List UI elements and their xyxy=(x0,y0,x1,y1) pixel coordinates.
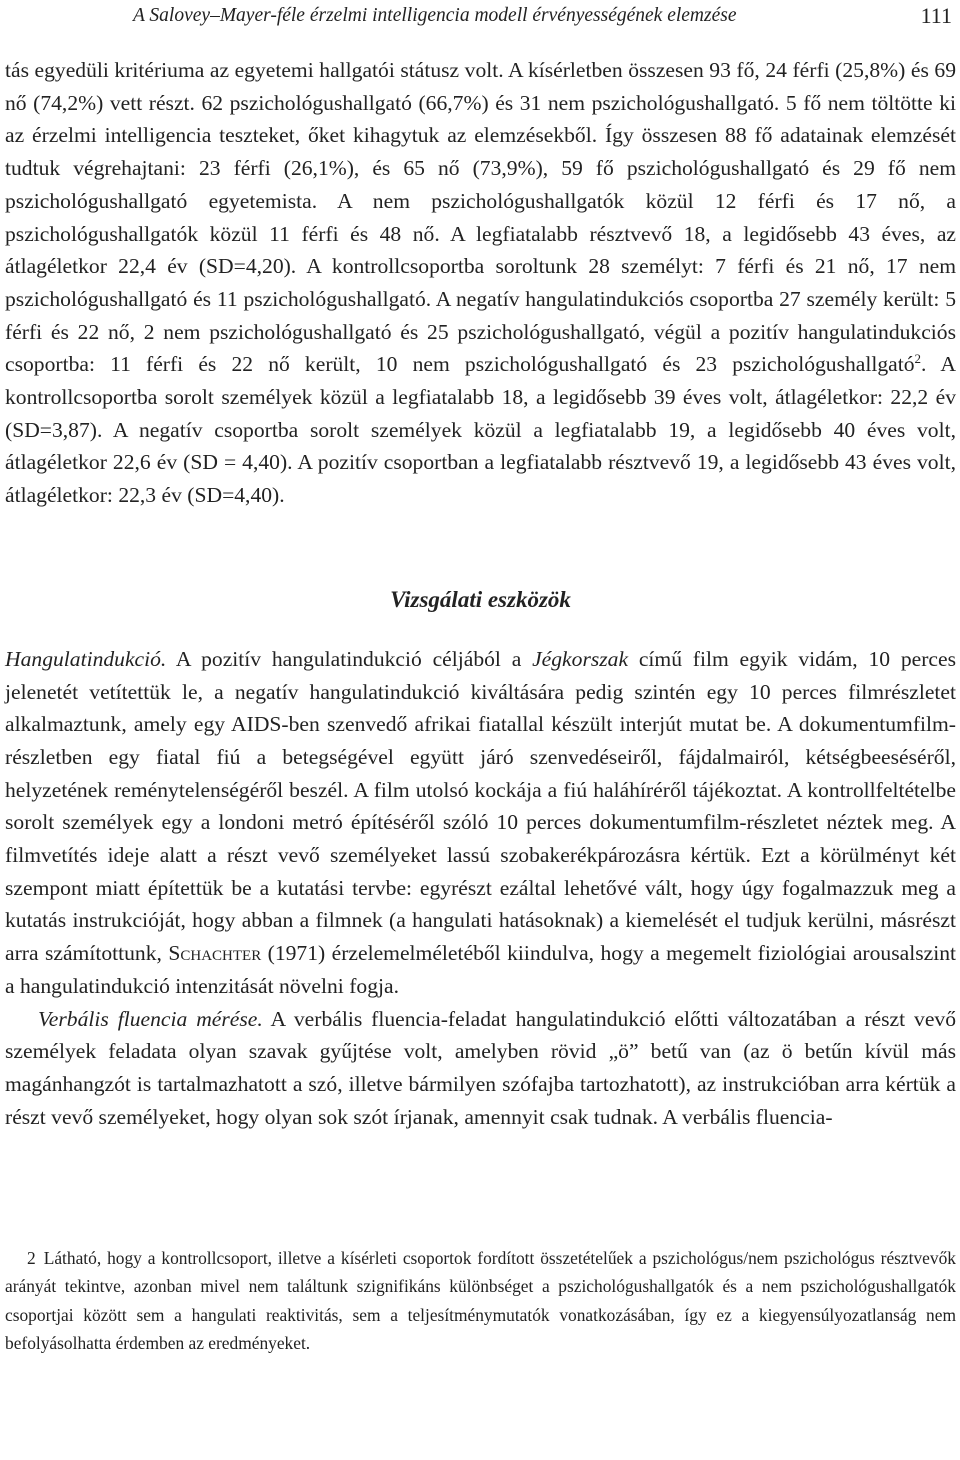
paragraph-verbal-fluency xyxy=(5,1003,956,1134)
footnote xyxy=(5,1244,956,1358)
verbal-fluency-text: A verbális fluencia-feladat hangulatindukció előtti változatában a részt vevő személyek feladata olyan szavak gyűjtése volt, amelyben rövid „ö” betű van (az ö betűn kívül más magánhangzót is tartalmazhatott a szó, illetve bármilyen szófajba tartozhatott), az instrukcióban arra kértük a részt vevő személyeket, hogy olyan sok szót írjanak, amennyit csak tudnak. A verbális fluencia- xyxy=(5,1006,957,1129)
participants-text-continued: . A kontrollcsoportba sorolt személyek közül a legfiatalabb 18, a legidősebb 39 éves volt, átlagéletkor: 22,2 év (SD=3,87). A negatív csoportba sorolt személyek közül a legfiatalabb 19, a legidősebb 40 éves volt, átlagéletkor 22,6 év (SD = 4,40). A pozitív csoportban a legfiatalabb résztvevő 19, a legidősebb 43 éves volt, átlagéletkor: 22,3 év (SD=4,40). xyxy=(5,352,956,508)
paragraph-mood-induction xyxy=(5,643,956,1003)
film-title: Jégkorszak xyxy=(532,646,629,671)
mood-induction-text-a: A pozitív hangulatindukció céljából a xyxy=(166,646,533,671)
mood-induction-text-b: című film egyik vidám, 10 perces jelenetét vetítettük le, a negatív hangulatindukció kiváltására pedig szintén egy 10 perces filmrészletet alkalmaztunk, amely egy AIDS-ben szenvedő afrikai fiatallal készült interjút mutat be. A dokumentumfilm-részletben egy fiatal fiú a betegségével együtt járó szenvedéseiről, fájdalmairól, kétségbeeséséről, helyzetének reménytelenségéről beszél. A film utolsó kockája a fiú haláhíréről tájékoztat. A kontrollfeltételbe sorolt személyek egy a londoni metró építéséről szóló 10 perces dokumentumfilm-részletet néztek meg. A filmvetítés ideje alatt a részt vevő személyeket lassú szobakerékpározásra kértük. Ezt a körülményt két szempont miatt építettük be a kutatási tervbe: egyrészt ezáltal lehetővé vált, hogy úgy fogalmazzuk meg a kutatás instrukcióját, hogy abban a filmnek (a hangulati hatásoknak) a kiemelését el tudjuk kerülni, másrészt arra számítottunk, xyxy=(5,646,956,966)
run-in-heading-mood-induction: Hangulatindukció. xyxy=(5,646,167,671)
running-header xyxy=(0,4,956,36)
body-text xyxy=(5,54,956,1133)
participants-text: tás egyedüli kritériuma az egyetemi hallgatói státusz volt. A kísérletben összesen 93 fő, 24 férfi (25,8%) és 69 nő (74,2%) vett részt. 62 pszichológushallgató (66,7%) és 31 nem pszichológushallgató. 5 fő nem töltötte ki az érzelmi intelligencia teszteket, őket kihagytuk az elemzésekből. Így összesen 88 fő adatainak elemzését tudtuk végrehajtani: 23 férfi (26,1%), és 65 nő (73,9%), 59 fő pszichológushallgató és 29 fő nem pszichológushallgató egyetemista. A nem pszichológushallgatók közül 12 férfi és 17 nő, a pszichológushallgatók közül 11 férfi és 48 nő. A legfiatalabb résztvevő 18, a legidősebb 43 éves, az átlagéletkor 22,4 év (SD=4,20). A kontrollcsoportba soroltunk 28 személyt: 7 férfi és 21 nő, 17 nem pszichológushallgató és 11 pszichológushallgató. A negatív hangulatindukciós csoportba 27 személy került: 5 férfi és 22 nő, 2 nem pszichológushallgató és 25 pszichológushallgató, végül a pozitív hangulatindukciós csoportba: 11 férfi és 22 nő került, 10 nem pszichológushallgató és 23 pszichológushallgató xyxy=(5,58,956,377)
cited-author: Schachter xyxy=(168,941,262,966)
mood-induction-text-c: (1971) érzelemelméletéből kiindulva, hogy a megemelt fiziológiai arousalszint a hangulatindukció intenzitását növelni fogja. xyxy=(5,941,956,998)
page-number: 111 xyxy=(920,3,952,28)
footnote-reference: 2 xyxy=(914,351,922,367)
paragraph-participants xyxy=(5,54,956,512)
run-in-heading-verbal-fluency: Verbális fluencia mérése. xyxy=(38,1006,263,1031)
running-title: A Salovey–Mayer-féle érzelmi intelligencia modell érvényességének elemzése xyxy=(133,5,737,26)
section-heading: Vizsgálati eszközök xyxy=(390,586,571,612)
footnote-text: Látható, hogy a kontrollcsoport, illetve a kísérleti csoportok fordított összetételűek a pszichológus/nem pszichológus résztvevők arányát tekintve, azonban mivel nem találtunk szignifikáns különbséget a pszichológushallgatók és a nem pszichológushallgatók csoportjai között sem a hangulati reaktivitás, sem a teljesítménymutatók vonatkozásában, így ez a kiegyensúlyozatlanság nem befolyásolhatta érdemben az eredményeket. xyxy=(5,1248,956,1354)
footnote-number: 2 xyxy=(27,1248,36,1268)
